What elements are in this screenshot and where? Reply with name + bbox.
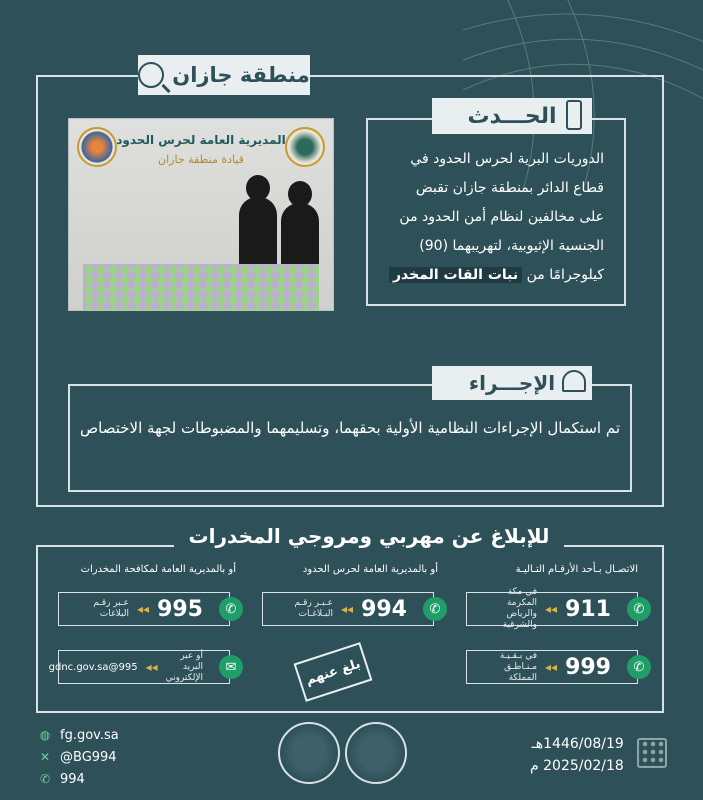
hotline-number: 911	[565, 596, 611, 622]
event-heading-text: الحـــدث	[467, 103, 557, 129]
x-logo-icon: ✕	[39, 750, 51, 764]
hotline-label: في مكة المكرمة والرياض والشرقية	[502, 587, 538, 630]
col-head-border-guard: أو بالمديرية العامة لحرس الحدود	[302, 564, 438, 575]
email-card[interactable]	[48, 650, 230, 684]
handle-text: @BG994	[60, 749, 117, 765]
event-text	[376, 145, 604, 290]
hotline-995-card[interactable]	[58, 592, 230, 626]
date-gregorian: 2025/02/18 م	[530, 758, 624, 774]
phone-icon: ✆	[39, 772, 51, 786]
seizure-photo	[68, 118, 334, 311]
event-line: الجنسية الإثيوبية، لتهريبهما (90)	[419, 238, 604, 254]
hotline-label: في بـقـيـة مـنـاطـق المملكة	[499, 650, 538, 683]
arrow-icon: ◂◂	[545, 660, 558, 674]
procedure-heading-text: الإجـــراء	[468, 371, 556, 395]
event-line: على مخالفين لنظام أمن الحدود من	[399, 209, 604, 225]
arrow-icon: ◂◂	[137, 602, 150, 616]
phone-icon[interactable]: ✆	[423, 597, 447, 621]
hotline-911-card[interactable]	[466, 587, 638, 630]
photo-banner-title: المديرية العامة لحرس الحدود	[116, 133, 286, 147]
event-highlight: نبات القات المخدر	[389, 267, 522, 283]
arrow-icon: ◂◂	[341, 602, 354, 616]
hotline-label: عـبـر رقـم البـلاغـات	[294, 598, 334, 619]
email-icon[interactable]: ✉	[219, 655, 243, 679]
phone-icon[interactable]: ✆	[219, 597, 243, 621]
globe-icon: ◍	[39, 728, 51, 742]
hotline-number: 995	[157, 596, 203, 622]
footer-links	[38, 724, 119, 790]
website-link[interactable]	[38, 724, 119, 746]
col-head-hotlines: الاتصـال بـأحد الأرقـام التـاليـة	[515, 564, 638, 575]
phone-icon[interactable]: ✆	[627, 655, 651, 679]
arrow-icon: ◂◂	[145, 660, 158, 674]
event-line: قطاع الدائر بمنطقة جازان تقبض	[415, 180, 604, 196]
hotline-999-card[interactable]	[466, 650, 638, 684]
email-address[interactable]: 995@gdnc.gov.sa	[48, 661, 138, 673]
border-guard-seal-icon	[278, 722, 340, 784]
phone-icon[interactable]: ✆	[627, 597, 651, 621]
region-title	[138, 55, 310, 95]
report-stamp: بلغ عنهم	[294, 642, 373, 702]
search-map-icon	[138, 62, 164, 88]
ministry-seal-icon	[345, 722, 407, 784]
region-title-text: منطقة جازان	[172, 63, 310, 87]
event-line-last	[376, 261, 604, 290]
dates	[530, 736, 624, 780]
event-line: الدوريات البرية لحرس الحدود في	[410, 151, 604, 167]
report-title: للإبلاغ عن مهربي ومروجي المخدرات	[174, 524, 564, 556]
photo-banner	[69, 125, 333, 166]
seized-packages	[83, 264, 319, 310]
phone-link[interactable]	[38, 768, 119, 790]
col-head-narcotics: أو بالمديرية العامة لمكافحة المخدرات	[80, 564, 236, 575]
calendar-icon	[637, 738, 667, 768]
event-highlight-prefix: كيلوجرامًا من	[522, 267, 604, 283]
website-text: fg.gov.sa	[60, 727, 119, 743]
date-hijri: 1446/08/19هـ	[531, 736, 624, 752]
phone-text: 994	[60, 771, 85, 787]
procedure-text: تم استكمال الإجراءات النظامية الأولية بحقهما، وتسليمهما والمضبوطات لجهة الاختصاص	[80, 419, 620, 437]
hotline-number: 994	[361, 596, 407, 622]
email-label: أو عبر البريد الإلكتروني	[165, 650, 203, 683]
x-handle-link[interactable]	[38, 746, 119, 768]
hotline-number: 999	[565, 654, 611, 680]
siren-icon	[562, 370, 586, 392]
photo-banner-subtitle: قيادة منطقة جازان	[158, 153, 244, 166]
hotline-994-card[interactable]	[262, 592, 434, 626]
hotline-label: عـبر رقـم البلاغات	[93, 598, 130, 619]
walkie-talkie-icon	[566, 100, 582, 130]
arrow-icon: ◂◂	[545, 602, 558, 616]
